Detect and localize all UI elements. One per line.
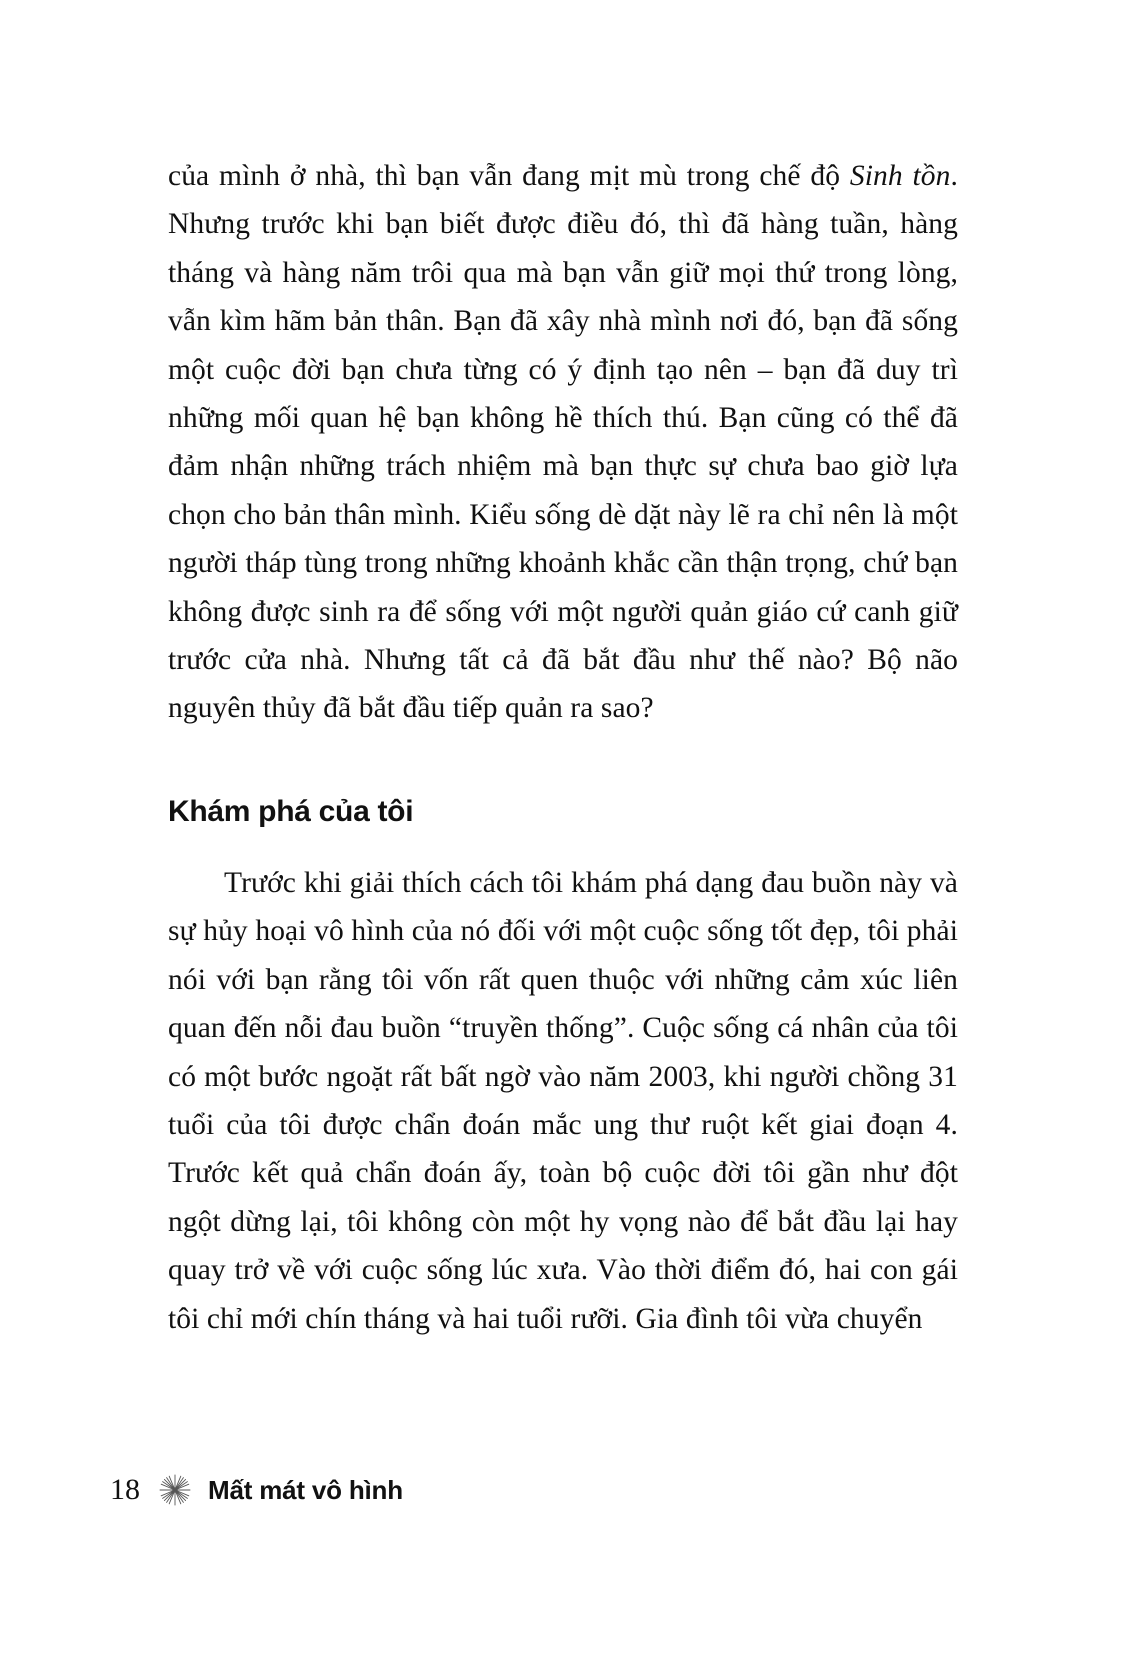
running-title: Mất mát vô hình xyxy=(208,1475,403,1505)
italic-term-sinh-ton: Sinh tồn xyxy=(849,160,951,192)
paragraph-1-text-before-italic: của mình ở nhà, thì bạn vẫn đang mịt mù trong chế độ xyxy=(168,160,850,192)
starburst-icon xyxy=(158,1473,192,1507)
page-number: 18 xyxy=(110,1473,140,1506)
page-footer xyxy=(110,1470,403,1510)
body-paragraph-2: Trước khi giải thích cách tôi khám phá dạng đau buồn này và sự hủy hoại vô hình của nó đối với một cuộc sống tốt đẹp, tôi phải nói với bạn rằng tôi vốn rất quen thuộc với những cảm xúc liên quan đến nỗi đau buồn “truyền thống”. Cuộc sống cá nhân của tôi có một bước ngoặt rất bất ngờ vào năm 2003, khi người chồng 31 tuổi của tôi được chẩn đoán mắc ung thư ruột kết giai đoạn 4. Trước kết quả chẩn đoán ấy, toàn bộ cuộc đời tôi gần như đột ngột dừng lại, tôi không còn một hy vọng nào để bắt đầu lại hay quay trở về với cuộc sống lúc xưa. Vào thời điểm đó, hai con gái tôi chỉ mới chín tháng và hai tuổi rưỡi. Gia đình tôi vừa chuyển xyxy=(168,866,958,1335)
spacer-above-heading xyxy=(168,733,958,795)
paragraph-1-text-after-italic: . Nhưng trước khi bạn biết được điều đó, thì đã hàng tuần, hàng tháng và hàng năm trôi qua mà bạn vẫn giữ mọi thứ trong lòng, vẫn kìm hãm bản thân. Bạn đã xây nhà mình nơi đó, bạn đã sống một cuộc đời bạn chưa từng có ý định tạo nên – bạn đã duy trì những mối quan hệ bạn không hề thích thú. Bạn cũng có thể đã đảm nhận những trách nhiệm mà bạn thực sự chưa bao giờ lựa chọn cho bản thân mình. Kiểu sống dè dặt này lẽ ra chỉ nên là một người tháp tùng trong những khoảnh khắc cần thận trọng, chứ bạn không được sinh ra để sống với một người quản giáo cứ canh giữ trước cửa nhà. Nhưng tất cả đã bắt đầu như thế nào? Bộ não nguyên thủy đã bắt đầu tiếp quản ra sao? xyxy=(168,160,958,725)
body-paragraph-1 xyxy=(168,152,958,733)
page-content xyxy=(168,152,958,1343)
spacer-below-heading xyxy=(168,829,958,859)
section-heading: Khám phá của tôi xyxy=(168,794,414,828)
